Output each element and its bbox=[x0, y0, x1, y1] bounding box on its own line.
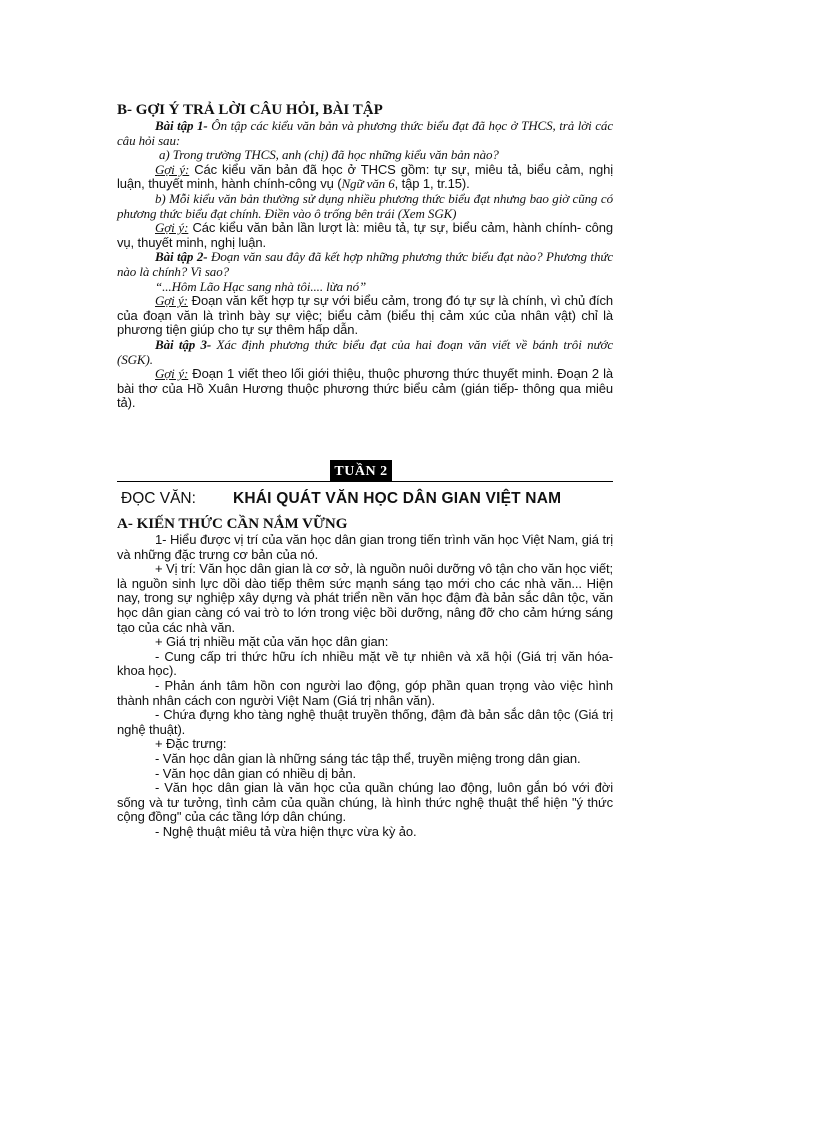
hint-label: Gợi ý: bbox=[155, 293, 188, 309]
exercise-1-label: Bài tập 1- bbox=[155, 118, 208, 133]
exercise-1-hint-a bbox=[117, 163, 613, 192]
exercise-1-hint-a-end: , tập 1, tr.15). bbox=[394, 176, 470, 192]
exercise-3-hint-text: Đoạn 1 viết theo lối giới thiệu, thuộc phương thức thuyết minh. Đoạn 2 là bài thơ của Hồ Xuân Hương thuộc phương thức biểu cảm (gián tiếp- thông qua miêu tả). bbox=[117, 366, 613, 411]
reading-header bbox=[121, 489, 617, 509]
paragraph-3: + Giá trị nhiều mặt của văn học dân gian: bbox=[155, 634, 389, 650]
exercise-3-text: Xác định phương thức biểu đạt của hai đoạn văn viết về bánh trôi nước (SGK). bbox=[117, 336, 613, 367]
exercise-1-question-a: a) Trong trường THCS, anh (chị) đã học những kiểu văn bản nào? bbox=[159, 147, 499, 163]
reading-title: KHÁI QUÁT VĂN HỌC DÂN GIAN VIỆT NAM bbox=[233, 490, 562, 507]
exercise-2-hint-text: Đoạn văn kết hợp tự sự với biểu cảm, trong đó tự sự là chính, vì chủ đích của đoạn văn là trình bày sự việc; biểu cảm (biểu thị cảm xúc của nhân vật) chỉ là phương tiện giúp cho tự sự thêm hấp dẫn. bbox=[117, 293, 613, 338]
exercise-1-question-b: b) Mỗi kiểu văn bản thường sử dụng nhiều phương thức biểu đạt nhưng bao giờ cũng có phương thức biểu đạt chính. Điền vào ô trống bên trái (Xem SGK) bbox=[117, 190, 613, 221]
exercise-1-hint-a-ref: Ngữ văn 6 bbox=[341, 176, 395, 192]
week-divider bbox=[117, 481, 613, 482]
section-a bbox=[117, 515, 613, 839]
paragraph-11: - Nghệ thuật miêu tả vừa hiện thực vừa kỳ ảo. bbox=[155, 823, 417, 839]
paragraph-2: + Vị trí: Văn học dân gian là cơ sở, là nguồn nuôi dưỡng vô tận cho văn học viết; là nguồn sinh lực dồi dào tiếp thêm sức mạnh sáng tạo mới cho các nhà văn... Hiện nay, trong sự nghiệp xây dựng và phát triển nền văn học đậm đà bản sắc dân tộc, văn học dân gian càng có vai trò to lớn trong việc bồi dưỡng, nâng đỡ cho cảm hứng sáng tạo của các nhà văn. bbox=[117, 561, 613, 635]
exercise-1-hint-b bbox=[117, 221, 613, 250]
paragraph-7: + Đặc trưng: bbox=[155, 736, 227, 752]
hint-label: Gợi ý: bbox=[155, 366, 189, 382]
exercise-1 bbox=[117, 119, 613, 148]
paragraph-10: - Văn học dân gian là văn học của quần chúng lao động, luôn gắn bó với đời sống và tư tưởng, tình cảm của quần chúng, là hình thức nghệ thuật thể hiện "ý thức cộng đồng" của các tầng lớp dân chúng. bbox=[117, 780, 613, 825]
paragraph-4: - Cung cấp tri thức hữu ích nhiều mặt về tự nhiên và xã hội (Giá trị văn hóa- khoa học). bbox=[117, 648, 613, 679]
hint-label: Gợi ý: bbox=[155, 161, 190, 177]
exercise-1-text: Ôn tập các kiểu văn bản và phương thức biểu đạt đã học ở THCS, trả lời các câu hỏi sau: bbox=[117, 118, 613, 148]
exercise-2 bbox=[117, 250, 613, 279]
exercise-2-hint bbox=[117, 294, 613, 338]
exercise-3-hint bbox=[117, 367, 613, 411]
section-a-heading: A- KIẾN THỨC CẦN NẮM VỮNG bbox=[117, 516, 348, 532]
week-badge: TUẦN 2 bbox=[330, 460, 392, 482]
hint-label: Gợi ý: bbox=[155, 220, 189, 236]
exercise-2-text: Đoạn văn sau đây đã kết hợp những phương thức biểu đạt nào? Phương thức nào là chính? Vì sao? bbox=[117, 249, 614, 279]
exercise-3-label: Bài tập 3- bbox=[155, 336, 212, 352]
reading-kind: ĐỌC VĂN: bbox=[121, 490, 196, 507]
exercise-2-label: Bài tập 2- bbox=[155, 249, 208, 265]
paragraph-6: - Chứa đựng kho tàng nghệ thuật truyền thống, đậm đà bản sắc dân tộc (Giá trị nghệ thuật). bbox=[117, 707, 613, 737]
exercise-2-quote: “...Hôm Lão Hạc sang nhà tôi.... lừa nó” bbox=[155, 278, 367, 294]
paragraph-9: - Văn học dân gian có nhiều dị bản. bbox=[155, 765, 357, 781]
paragraph-8: - Văn học dân gian là những sáng tác tập thể, truyền miệng trong dân gian. bbox=[155, 750, 581, 766]
exercise-1-hint-a-text: Các kiểu văn bản đã học ở THCS gồm: tự sự, miêu tả, biểu cảm, nghị luận, thuyết minh, hành chính-công vụ ( bbox=[117, 161, 614, 192]
exercise-3 bbox=[117, 338, 613, 367]
paragraph-1: 1- Hiểu được vị trí của văn học dân gian trong tiến trình văn học Việt Nam, giá trị và những đặc trưng cơ bản của nó. bbox=[117, 532, 613, 562]
document-page bbox=[117, 101, 614, 839]
section-b-heading: B- GỢI Ý TRẢ LỜI CÂU HỎI, BÀI TẬP bbox=[117, 102, 383, 118]
exercise-1-hint-b-text: Các kiểu văn bản lần lượt là: miêu tả, tự sự, biểu cảm, hành chính- công vụ, thuyết minh, nghị luận. bbox=[117, 220, 614, 250]
paragraph-5: - Phản ánh tâm hồn con người lao động, góp phần quan trọng vào việc hình thành nhân cách con người Việt Nam (Giá trị nhân văn). bbox=[117, 677, 613, 708]
